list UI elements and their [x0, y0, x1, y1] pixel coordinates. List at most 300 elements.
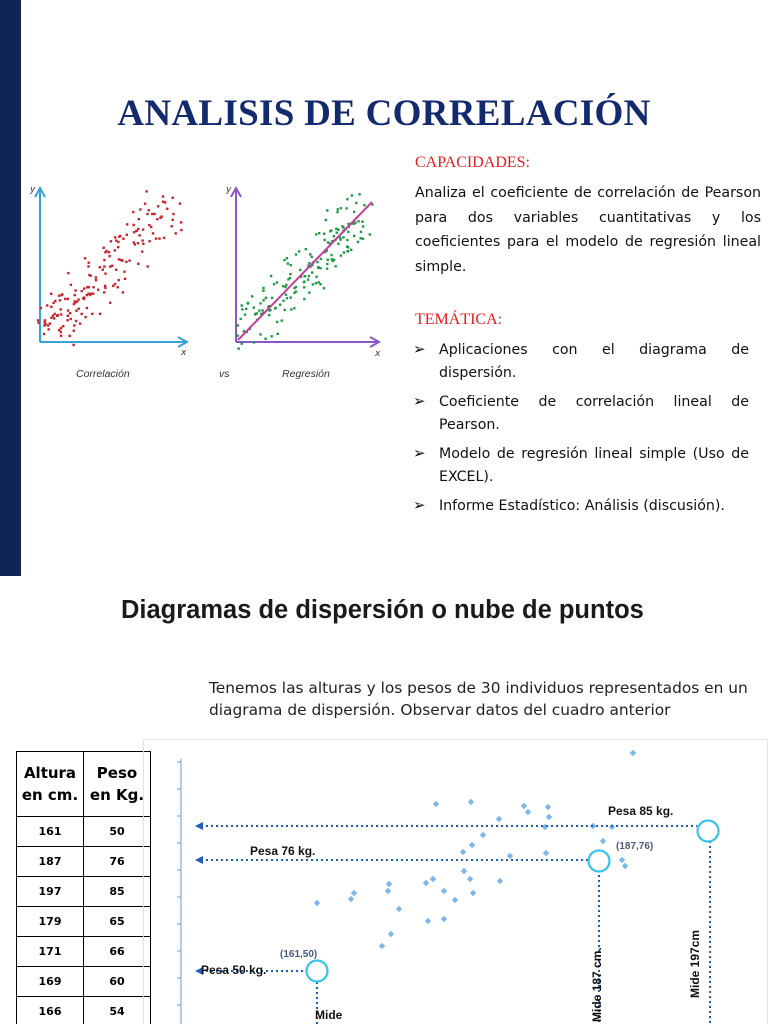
- illustration-dot: [95, 276, 97, 278]
- illustration-dot: [114, 249, 116, 251]
- illustration-dot: [117, 246, 119, 248]
- illustration-dot: [117, 241, 119, 243]
- capacidades-heading: CAPACIDADES:: [415, 154, 530, 171]
- left-x-label: x: [181, 348, 187, 358]
- illustration-dot: [147, 265, 149, 267]
- column-header-altura: Altura en cm.: [17, 752, 84, 817]
- illustration-dot: [148, 224, 150, 226]
- illustration-dot: [89, 294, 91, 296]
- illustration-dot: [43, 333, 45, 335]
- y-axis-ticks: [177, 762, 181, 1005]
- illustration-dot: [112, 285, 114, 287]
- illustration-dot: [152, 232, 154, 234]
- caption-regresion: Regresión: [282, 368, 330, 380]
- illustration-dot: [114, 236, 116, 238]
- illustration-dot: [315, 233, 317, 235]
- illustration-dot: [118, 258, 120, 260]
- scatter-plot: [143, 739, 768, 1024]
- illustration-dot: [172, 213, 174, 215]
- list-item: [413, 339, 749, 385]
- scatter-point: [525, 809, 531, 815]
- illustration-dot: [253, 306, 255, 308]
- list-item: [413, 443, 749, 489]
- illustration-dot: [148, 240, 150, 242]
- illustration-dot: [319, 267, 321, 269]
- illustration-dot: [104, 251, 106, 253]
- illustration-dot: [259, 333, 261, 335]
- illustration-dot: [144, 203, 146, 205]
- illustration-dot: [341, 225, 343, 227]
- illustration-dot: [265, 297, 267, 299]
- illustration-dot: [69, 335, 71, 337]
- caption-correlacion: Correlación: [76, 368, 130, 380]
- list-item: [413, 391, 749, 437]
- scatter-point: [469, 842, 475, 848]
- illustration-dot: [270, 275, 272, 277]
- illustration-dot: [115, 269, 117, 271]
- scatter-point: [379, 943, 385, 949]
- illustration-dot: [117, 286, 119, 288]
- label-mide: Mide: [315, 1008, 343, 1022]
- illustration-dot: [287, 278, 289, 280]
- illustration-dot: [259, 302, 261, 304]
- column-header-peso: Peso en Kg.: [84, 752, 151, 817]
- illustration-dot: [141, 239, 143, 241]
- illustration-dot: [298, 250, 300, 252]
- illustration-dot: [261, 309, 263, 311]
- label-point-161-50: (161,50): [280, 949, 318, 960]
- scatter-point: [497, 878, 503, 884]
- illustration-dot: [262, 290, 264, 292]
- scatter-point: [423, 880, 429, 886]
- illustration-dot: [283, 259, 285, 261]
- illustration-dot: [264, 338, 266, 340]
- illustration-dot: [76, 300, 78, 302]
- illustration-dot: [75, 320, 77, 322]
- illustration-dot: [304, 275, 306, 277]
- illustration-dot: [125, 261, 127, 263]
- illustration-dot: [87, 265, 89, 267]
- illustration-dot: [135, 230, 137, 232]
- illustration-dot: [137, 263, 139, 265]
- illustration-dot: [137, 242, 139, 244]
- illustration-dot: [269, 309, 271, 311]
- illustration-dot: [60, 313, 62, 315]
- illustration-dot: [142, 228, 144, 230]
- highlight-197-85: [698, 821, 719, 842]
- illustration-dot: [59, 299, 61, 301]
- illustration-dot: [171, 225, 173, 227]
- illustration-dot: [360, 231, 362, 233]
- illustration-dot: [146, 213, 148, 215]
- scatter-point: [521, 803, 527, 809]
- illustration-dot: [303, 298, 305, 300]
- illustration-dot: [324, 239, 326, 241]
- illustration-dot: [361, 221, 363, 223]
- illustration-dot: [357, 241, 359, 243]
- illustration-dot: [157, 205, 159, 207]
- illustration-dot: [241, 342, 243, 344]
- list-item-text: Aplicaciones con el diagrama de dispersión.: [439, 342, 749, 381]
- illustration-dot: [309, 253, 311, 255]
- arrow-bullet-icon: ➢: [413, 496, 426, 514]
- illustration-dot: [268, 314, 270, 316]
- illustration-dot: [286, 257, 288, 259]
- scatter-point: [441, 888, 447, 894]
- scatter-point: [388, 931, 394, 937]
- illustration-dot: [163, 237, 165, 239]
- illustration-dot: [155, 237, 157, 239]
- illustration-dot: [64, 298, 66, 300]
- table-row: [17, 997, 151, 1024]
- illustration-dot: [295, 253, 297, 255]
- illustration-dot: [318, 281, 320, 283]
- illustration-dot: [110, 240, 112, 242]
- illustration-dot: [284, 286, 286, 288]
- scatter-point: [425, 918, 431, 924]
- tematica-list: [413, 339, 749, 524]
- illustration-dot: [60, 308, 62, 310]
- scatter-point: [546, 814, 552, 820]
- illustration-dot: [88, 262, 90, 264]
- right-x-label: x: [375, 349, 381, 359]
- illustration-dot: [254, 313, 256, 315]
- illustration-dot: [244, 313, 246, 315]
- illustration-dot: [318, 232, 320, 234]
- label-mide-187: Mide 187 cm.: [590, 947, 604, 1022]
- illustration-dot: [103, 291, 105, 293]
- scatter-point: [496, 816, 502, 822]
- illustration-dot: [353, 235, 355, 237]
- illustration-dot: [307, 279, 309, 281]
- illustration-dot: [37, 319, 39, 321]
- illustration-dot: [166, 208, 168, 210]
- illustration-dot: [53, 317, 55, 319]
- illustration-dot: [350, 249, 352, 251]
- arrow-bullet-icon: ➢: [413, 444, 426, 462]
- illustration-dot: [285, 294, 287, 296]
- illustration-dot: [285, 284, 287, 286]
- cell-peso: 65: [84, 907, 151, 937]
- illustration-dot: [241, 308, 243, 310]
- illustration-dot: [104, 285, 106, 287]
- intro-text: Tenemos las alturas y los pesos de 30 individuos representados en un diagrama de dispersión. Observar datos del cuadro anterior: [209, 679, 748, 719]
- illustration-dot: [281, 319, 283, 321]
- table-row: [17, 937, 151, 967]
- label-mide-197: Mide 197cm: [688, 929, 702, 998]
- illustration-dot: [122, 238, 124, 240]
- illustration-dot: [74, 294, 76, 296]
- illustration-dot: [91, 313, 93, 315]
- scatter-point: [386, 881, 392, 887]
- illustration-dot: [323, 287, 325, 289]
- illustration-dot: [38, 322, 40, 324]
- illustration-dot: [74, 289, 76, 291]
- illustration-dot: [320, 258, 322, 260]
- illustration-dot: [141, 250, 143, 252]
- illustration-dot: [326, 268, 328, 270]
- illustration-dot: [345, 207, 347, 209]
- regression-line: [238, 202, 372, 340]
- illustration-dot: [58, 295, 60, 297]
- illustration-dot: [159, 217, 161, 219]
- scatter-point: [480, 832, 486, 838]
- illustration-dot: [282, 285, 284, 287]
- illustration-dot: [70, 284, 72, 286]
- illustration-dot: [119, 235, 121, 237]
- illustration-dot: [258, 309, 260, 311]
- illustration-dot: [315, 276, 317, 278]
- illustration-dot: [340, 254, 342, 256]
- illustration-dot: [360, 237, 362, 239]
- slide-scatter-diagrams: [0, 576, 768, 1024]
- illustration-dot: [62, 325, 64, 327]
- capacidades-text: Analiza el coeficiente de correlación de Pearson para dos variables cuantitativas y los coeficientes para el modelo de regresión lineal simple.: [415, 185, 761, 275]
- illustration-dot: [103, 265, 105, 267]
- illustration-dot: [237, 324, 239, 326]
- illustration-dot: [40, 307, 42, 309]
- scatter-point: [452, 897, 458, 903]
- illustration-dot: [172, 219, 174, 221]
- illustration-dot: [158, 237, 160, 239]
- scatter-point: [461, 868, 467, 874]
- illustration-dot: [78, 308, 80, 310]
- illustration-dot: [108, 255, 110, 257]
- cell-altura: 166: [17, 997, 84, 1024]
- cell-peso: 76: [84, 847, 151, 877]
- illustration-dot: [172, 197, 174, 199]
- illustration-dot: [343, 251, 345, 253]
- illustration-dot: [351, 194, 353, 196]
- cell-peso: 50: [84, 817, 151, 847]
- illustration-dot: [334, 265, 336, 267]
- illustration-dot: [103, 247, 105, 249]
- illustration-dot: [148, 209, 150, 211]
- illustration-dot: [92, 293, 94, 295]
- illustration-dot: [156, 218, 158, 220]
- scatter-point: [351, 890, 357, 896]
- illustration-dot: [102, 269, 104, 271]
- illustration-dot: [50, 306, 52, 308]
- illustration-dot: [323, 233, 325, 235]
- illustration-dot: [74, 300, 76, 302]
- guide-arrowheads: [195, 822, 203, 975]
- cell-peso: 85: [84, 877, 151, 907]
- left-y-label: y: [30, 185, 36, 195]
- illustration-dot: [81, 290, 83, 292]
- arrow-bullet-icon: ➢: [413, 392, 426, 410]
- illustration-dot: [118, 279, 120, 281]
- illustration-dot: [109, 265, 111, 267]
- illustration-dot: [346, 198, 348, 200]
- scatter-point: [619, 857, 625, 863]
- list-item: [413, 495, 749, 518]
- illustration-dot: [142, 243, 144, 245]
- cell-altura: 187: [17, 847, 84, 877]
- illustration-dot: [56, 315, 58, 317]
- label-pesa-50: Pesa 50 kg.: [201, 963, 267, 977]
- illustration-dot: [83, 287, 85, 289]
- scatter-point: [460, 849, 466, 855]
- highlight-161-50: [307, 961, 328, 982]
- illustration-dot: [50, 293, 52, 295]
- illustration-dot: [308, 275, 310, 277]
- illustration-dot: [326, 209, 328, 211]
- scatter-point: [622, 863, 628, 869]
- illustration-dot: [88, 286, 90, 288]
- illustration-dot: [162, 195, 164, 197]
- illustration-dot: [251, 295, 253, 297]
- illustration-dot: [290, 296, 292, 298]
- illustration-dot: [284, 309, 286, 311]
- illustration-dot: [286, 297, 288, 299]
- illustration-dot: [123, 271, 125, 273]
- illustration-dot: [84, 257, 86, 259]
- illustration-dot: [122, 291, 124, 293]
- illustration-dot: [346, 250, 348, 252]
- plot-frame: [144, 740, 768, 1024]
- illustration-dot: [362, 238, 364, 240]
- illustration-dot: [276, 321, 278, 323]
- illustration-dot: [336, 211, 338, 213]
- illustration-dot: [124, 278, 126, 280]
- illustration-dot: [79, 322, 81, 324]
- illustration-dot: [153, 213, 155, 215]
- illustration-dot: [332, 260, 334, 262]
- illustration-dot: [282, 300, 284, 302]
- illustration-dot: [133, 231, 135, 233]
- illustration-dot: [43, 324, 45, 326]
- illustration-dot: [342, 236, 344, 238]
- illustration-dot: [340, 207, 342, 209]
- illustration-dot: [179, 202, 181, 204]
- illustration-dot: [139, 208, 141, 210]
- scatter-point: [468, 799, 474, 805]
- illustration-dot: [327, 259, 329, 261]
- illustration-dot: [46, 304, 48, 306]
- scatter-point: [396, 906, 402, 912]
- illustration-dot: [108, 251, 110, 253]
- cell-peso: 54: [84, 997, 151, 1024]
- illustration-dot: [279, 304, 281, 306]
- illustration-dot: [289, 273, 291, 275]
- cell-altura: 171: [17, 937, 84, 967]
- illustration-dot: [290, 308, 292, 310]
- table-row: [17, 907, 151, 937]
- illustration-dot: [81, 313, 83, 315]
- illustration-dot: [337, 229, 339, 231]
- illustration-dot: [126, 234, 128, 236]
- illustration-dot: [277, 333, 279, 335]
- illustration-dot: [67, 272, 69, 274]
- illustration-dot: [151, 213, 153, 215]
- illustration-dot: [67, 298, 69, 300]
- illustration-dot: [290, 264, 292, 266]
- table-row: [17, 847, 151, 877]
- cell-altura: 197: [17, 877, 84, 907]
- illustration-dot: [128, 259, 130, 261]
- scatter-point: [545, 804, 551, 810]
- illustration-dot: [346, 239, 348, 241]
- left-scatter-dots: [37, 190, 183, 346]
- right-y-label: y: [226, 185, 232, 195]
- illustration-dot: [133, 224, 135, 226]
- illustration-dot: [69, 312, 71, 314]
- illustration-dot: [97, 289, 99, 291]
- section-heading: Diagramas de dispersión o nube de puntos: [121, 596, 644, 624]
- illustration-dot: [237, 335, 239, 337]
- cell-peso: 60: [84, 967, 151, 997]
- table-row: [17, 967, 151, 997]
- illustration-dot: [241, 304, 243, 306]
- list-item-text: Coeficiente de correlación lineal de Pearson.: [439, 394, 749, 433]
- tematica-heading: TEMÁTICA:: [415, 311, 503, 328]
- illustration-dot: [317, 267, 319, 269]
- illustration-dot: [84, 316, 86, 318]
- label-pesa-85: Pesa 85 kg.: [608, 804, 674, 818]
- illustration-dot: [61, 294, 63, 296]
- illustration-dot: [133, 241, 135, 243]
- list-item-text: Modelo de regresión lineal simple (Uso de EXCEL).: [439, 446, 749, 485]
- illustration-dot: [99, 313, 101, 315]
- illustration-dot: [121, 259, 123, 261]
- illustration-dot: [333, 235, 335, 237]
- illustration-dot: [104, 272, 106, 274]
- list-item-text: Informe Estadístico: Análisis (discusión).: [439, 498, 725, 514]
- illustration-dot: [316, 261, 318, 263]
- scatter-point: [433, 801, 439, 807]
- illustration-dot: [337, 208, 339, 210]
- cell-altura: 179: [17, 907, 84, 937]
- illustration-dot: [353, 211, 355, 213]
- illustration-dot: [126, 223, 128, 225]
- cell-altura: 161: [17, 817, 84, 847]
- illustration-dot: [276, 281, 278, 283]
- label-point-187-76: (187,76): [616, 841, 654, 852]
- illustration-dot: [44, 319, 46, 321]
- illustration-dot: [54, 300, 56, 302]
- illustration-dot: [86, 294, 88, 296]
- illustration-dot: [354, 221, 356, 223]
- scatter-point: [600, 838, 606, 844]
- illustration-dot: [47, 324, 49, 326]
- illustration-dot: [73, 324, 75, 326]
- illustration-dot: [326, 263, 328, 265]
- scatter-point: [441, 916, 447, 922]
- illustration-dot: [67, 315, 69, 317]
- illustration-dot: [262, 287, 264, 289]
- illustration-dot: [329, 230, 331, 232]
- illustration-dot: [132, 211, 134, 213]
- illustration-dot: [180, 221, 182, 223]
- illustration-dot: [339, 238, 341, 240]
- illustration-dot: [238, 347, 240, 349]
- illustration-dot: [60, 335, 62, 337]
- illustration-dot: [330, 254, 332, 256]
- illustration-dot: [336, 232, 338, 234]
- illustration-dot: [73, 303, 75, 305]
- illustration-dot: [315, 282, 317, 284]
- illustration-dot: [138, 218, 140, 220]
- illustration-dot: [312, 283, 314, 285]
- illustration-dot: [253, 341, 255, 343]
- illustration-dot: [67, 309, 69, 311]
- arrow-bullet-icon: ➢: [413, 340, 426, 358]
- illustration-dot: [70, 318, 72, 320]
- label-pesa-76: Pesa 76 kg.: [250, 844, 316, 858]
- illustration-dot: [115, 239, 117, 241]
- illustration-dot: [362, 225, 364, 227]
